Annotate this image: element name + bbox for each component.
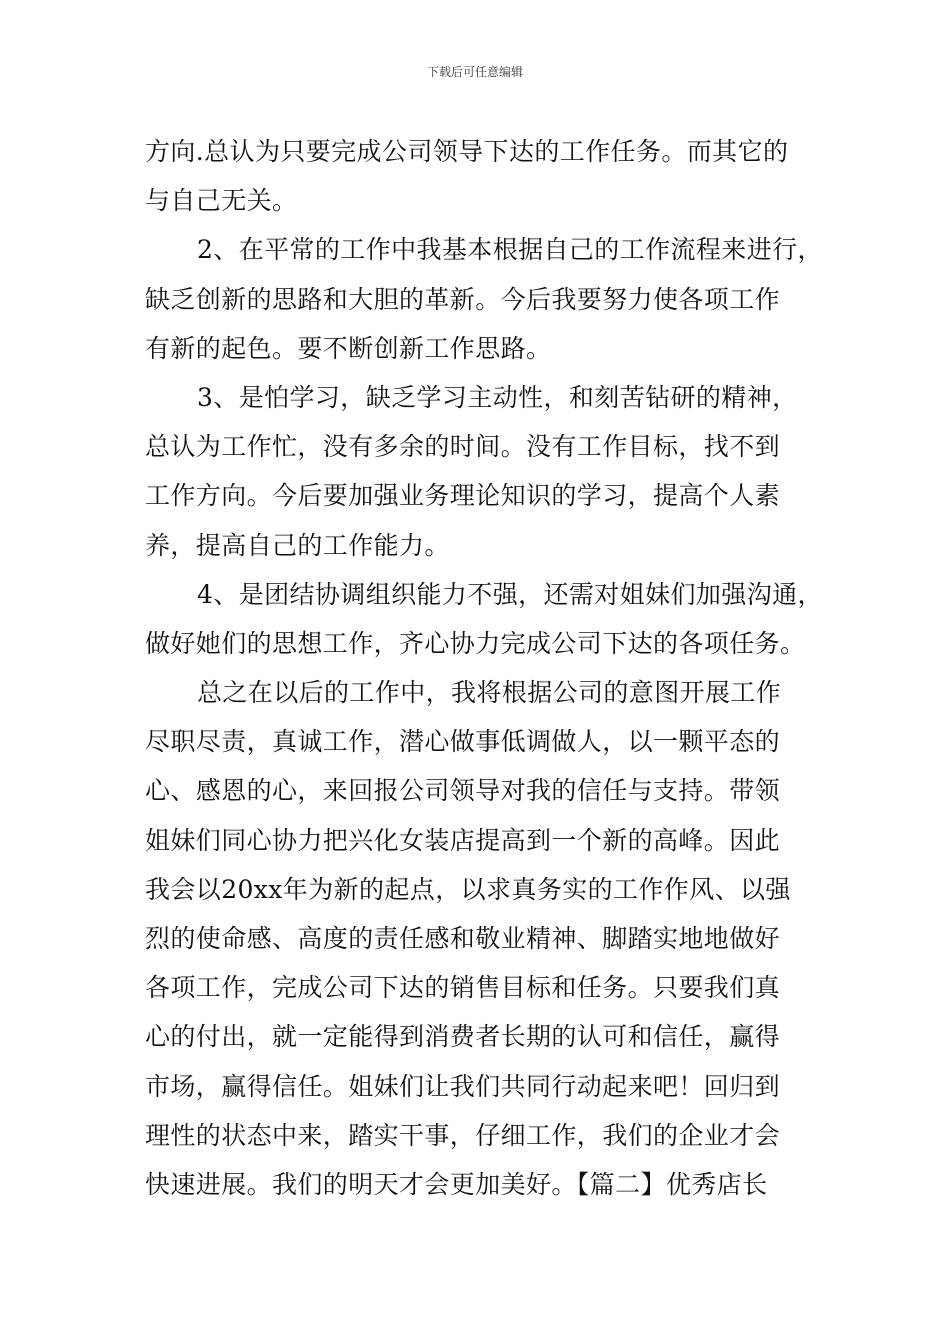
text-line: 心、感恩的心，来回报公司领导对我的信任与支持。带领 [145, 776, 781, 806]
text-line: 烈的使命感、高度的责任感和敬业精神、脚踏实地地做好 [145, 924, 781, 953]
text-line: 心的付出，就一定能得到消费者长期的认可和信任，赢得 [145, 1022, 781, 1052]
paragraph-start-line: 2、在平常的工作中我基本根据自己的工作流程来进行， [197, 235, 823, 265]
page-header: 下载后可任意编辑 [426, 65, 523, 79]
text-line: 我会以20xx年为新的起点，以求真务实的工作作风、以强 [145, 874, 791, 904]
text-line: 方向.总认为只要完成公司领导下达的工作任务。而其它的 [145, 137, 789, 166]
text-line: 工作方向。今后要加强业务理论知识的学习，提高个人素 [145, 481, 781, 511]
text-line: 与自己无关。 [145, 186, 298, 216]
text-line: 有新的起色。要不断创新工作思路。 [145, 333, 552, 363]
paragraph-start-line: 总之在以后的工作中，我将根据公司的意图开展工作 [197, 678, 782, 708]
text-line: 尽职尽责，真诚工作，潜心做事低调做人，以一颗平态的 [145, 727, 781, 757]
text-line: 市场，赢得信任。姐妹们让我们共同行动起来吧！回归到 [145, 1071, 781, 1101]
text-line: 缺乏创新的思路和大胆的革新。今后我要努力使各项工作 [145, 284, 781, 314]
paragraph-start-line: 4、是团结协调组织能力不强，还需对姐妹们加强沟通， [197, 579, 823, 609]
text-line: 总认为工作忙，没有多余的时间。没有工作目标，找不到 [145, 432, 781, 462]
text-line: 理性的状态中来，踏实干事，仔细工作，我们的企业才会 [145, 1120, 781, 1150]
text-line: 养，提高自己的工作能力。 [145, 530, 450, 560]
text-line: 各项工作，完成公司下达的销售目标和任务。只要我们真 [145, 973, 781, 1003]
text-line: 做好她们的思想工作，齐心协力完成公司下达的各项任务。 [145, 628, 806, 658]
text-line: 姐妹们同心协力把兴化女装店提高到一个新的高峰。因此 [145, 825, 781, 855]
document-body [145, 127, 825, 1209]
text-line: 快速进展。我们的明天才会更加美好。【篇二】优秀店长 [145, 1169, 768, 1199]
paragraph-start-line: 3、是怕学习，缺乏学习主动性，和刻苦钻研的精神， [197, 382, 798, 412]
